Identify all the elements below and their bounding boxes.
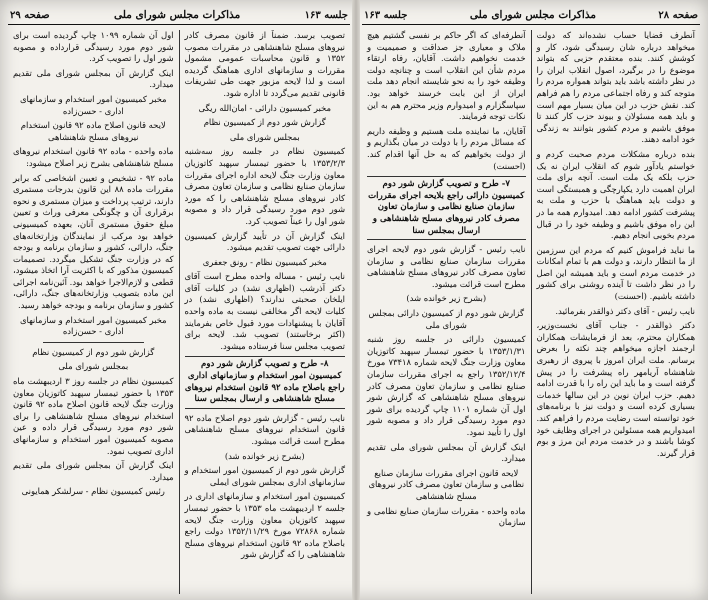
paragraph: ماده ۹۲ - تشخیص و تعیین اشخاصی که برابر مقررات ماده ۸۸ این قانون بدرجات مستمری دارند، ترتیب پرداخت و میزان مستمری و نحوه برقراری آن و چگونگی معرفی وراث و تعیین مبلغ حقوق مستمری آنان، بعهده کمیسیونی خواهد بود مرکب از نمایندگان وزارتخانه‌های جنگ، دارائی، کشور و سازمان برنامه و بودجه که در وزارت جنگ تشکیل میگردد. تصمیمات کمیسیون مذکور که با اکثریت آرا اتخاذ میشود، قطعی و لازم‌الاجرا خواهد بود. آئین‌نامه اجرائی این ماده بتصویب وزارتخانه‌های جنگ، دارائی، کشور و سازمان برنامه و بودجه خواهد رسید. [13, 172, 174, 311]
left-page-columns [8, 30, 350, 594]
centered-line: گزارش شور دوم از کمیسیون دارائی بمجلس شورای ملی [368, 308, 524, 330]
centered-line: بمجلس شورای ملی [229, 131, 300, 142]
paragraph: اول آن شماره ۱۰۹۹ چاپ گردیده است برای شور دوم مورد رسیدگی قرارداده و مصوبه شور اول را تصویب کرد. [13, 30, 174, 64]
paragraph: کمیسیون نظام در جلسه روز ۳ اردیبهشت ماه ۱۳۵۳ با حضور تیمسار سپهبد کاتوزیان معاون وزارت جنگ لایحه قانون اصلاح ماده ۹۲ قانون استخدام نیروهای مسلح شاهنشاهی را برای شور دوم مورد رسیدگی قرار داده و عین مصوبه کمیسیون امور استخدام و سازمانهای اداری تصویب نمود. [13, 376, 174, 456]
right-session: جلسه ۱۶۳ [364, 10, 408, 22]
right-page [362, 8, 700, 594]
right-page-number: صفحه ۲۸ [658, 10, 698, 22]
centered-line: گزارش شور دوم از کمیسیون نظام [32, 346, 155, 357]
book-gutter [352, 0, 360, 600]
right-page-columns [362, 30, 700, 594]
left-page-right-column [180, 30, 351, 594]
centered-line: لایحه قانون اجرای مقررات سازمان صنایع نظامی و سازمان تعاون مصرف کادر نیروهای مسلح شاهنشاهی [368, 467, 525, 501]
divider [43, 342, 144, 343]
centered-line: (بشرح زیر خوانده شد) [406, 293, 487, 304]
left-page-header [8, 8, 350, 25]
paragraph: نایب رئیس - مساله واحده مطرح است آقای دکتر آذرشب (اظهاری نشد) در کلیات آقای ایلخان صحبتی ندارند؟ (اظهاری نشد) در کلیات لایحه اگر مخالفی نیست به ماده واحده آقایان با پیشنهادات مورد قبول خاص بفرمایند (اکثر برخاستند) تصویب شد. لایحه برای تصویب مجلس سنا فرستاده میشود. [184, 271, 345, 351]
paragraph: کمیسیون امور استخدام و سازمانهای اداری در جلسه ۲ اردیبهشت ماه ۱۳۵۳ با حضور تیمسار سپهبد کاتوزیان معاون وزارت جنگ لایحه شماره ۷۲۸۶۸ مورخ ۱۳۵۲/۱۱/۲۹ دولت راجع باصلاح ماده ۹۲ قانون استخدام نیروهای مسلح شاهنشاهی را که گزارش شور [184, 491, 345, 560]
centered-line: بمجلس شورای ملی [58, 361, 129, 372]
right-page-header [362, 8, 700, 25]
centered-line: (بشرح زیر خوانده شد) [224, 450, 305, 461]
paragraph: نایب رئیس - گزارش شور دوم اصلاح ماده ۹۲ قانون استخدام نیروهای مسلح شاهنشاهی مطرح است قرائت میشود. [184, 412, 345, 446]
centered-line: مخبر کمیسیون نظام - رونق جعفری [202, 256, 327, 267]
paragraph: بنده درباره مشکلات مردم صحبت کردم و خواستم یادآور شوم که انقلاب ایران نه یک حزب بلکه یک ملت است. آنچه برای ملت ایران اهمیت دارد یکپارچگی و همبستگی است و دولت باید هماهنگ با حزب و ملت به پیشرفت کشور ادامه دهد. امیدوارم همه ما در این راه موفق باشیم و وظیفه خود را در قبال مردم بخوبی انجام دهیم. [536, 148, 695, 241]
left-page [8, 8, 350, 594]
centered-line: مخبر کمیسیون امور استخدام و سازمانهای اداری - حسن‌زاده [19, 93, 167, 116]
left-session: جلسه ۱۶۳ [304, 10, 348, 22]
paragraph: اینک گزارش آن بمجلس شورای ملی تقدیم میدارد. [367, 441, 526, 464]
section-heading: ۷- طرح و تصویب گزارش شور دوم کمیسیون دارائی راجع بلایحه اجرای مقررات سازمان صنایع نظامی و سازمان تعاون مصرف کادر نیروهای مسلح شاهنشاهی و ارسال بمجلس سنا [367, 176, 526, 240]
left-page-left-column [8, 30, 180, 594]
paragraph: ماده واحده - ماده ۹۲ قانون استخدام نیروهای مسلح شاهنشاهی بشرح زیر اصلاح میشود: [13, 146, 174, 168]
right-page-left-column [362, 30, 532, 594]
paragraph: نایب رئیس - گزارش شور دوم لایحه اجرای مقررات سازمان صنایع نظامی و سازمان تعاون مصرف کادر نیروهای مسلح شاهنشاهی مطرح است قرائت میشود. [367, 244, 526, 289]
paragraph: آنطرف قضایا حساب نشده‌اند که دولت میخواهد درباره شان رسیدگی شود، کار و کوشش کنند. بنده معتقدم حزبی که بتواند موضوع را در برگیرد، اصول انقلاب ایران را در نظر داشته باشد باید بتواند همواره مردم را متوجه کند و رفاه اجتماعی مردم را هم فراهم کند. نقش حزب در این میان بسیار مهم است و باید همه مسئولان و بیوند حزب کار کنند تا موفق باشیم و مردم کشور بتوانند به زندگی خود ادامه دهند. [536, 30, 695, 145]
left-page-number: صفحه ۲۹ [10, 10, 50, 22]
right-journal-title: مذاکرات مجلس شورای ملی [469, 9, 596, 22]
paragraph: ما نباید فراموش کنیم که مردم این سرزمین از ما انتظار دارند، و دولت هم با تمام امکانات در خدمت مردم است و باید همیشه این اصل را در نظر داشت تا آینده روشنی برای کشور داشته باشیم. (احسنت) [536, 244, 695, 302]
centered-line: مخبر کمیسیون دارائی - امان‌الله ریگی [198, 102, 331, 113]
right-page-right-column [532, 30, 701, 594]
centered-line: رئیس کمیسیون نظام - سرلشکر همایونی [21, 486, 165, 497]
paragraph: کمیسیون دارائی در جلسه روز شنبه ۱۳۵۳/۱/۳۱ با حضور تیمسار سپهبد کاتوزیان معاون وزارت جنگ لایحه شماره ۷۳۴۱۸ مورخ ۱۳۵۲/۱۲/۴ راجع به اجرای مقررات سازمان صنایع نظامی و سازمان تعاون مصرف کادر نیروهای مسلح شاهنشاهی که گزارش شور اول آن شماره ۱۱۰۱ چاپ گردیده برای شور دوم مورد رسیدگی قرار داد و مصوبه شور اول را تأیید نمود. [367, 334, 526, 437]
paragraph: اینک گزارش آن بمجلس شورای ملی تقدیم میدارد. [13, 67, 174, 90]
centered-line: گزارش شور دوم از کمیسیون نظام [203, 117, 326, 128]
paragraph: گزارش شور دوم از کمیسیون امور استخدام و سازمانهای اداری بمجلس شورای ایملی [184, 465, 345, 487]
centered-line: لایحه قانون اصلاح ماده ۹۲ قانون استخدام نیروهای مسلح شاهنشاهی [20, 120, 166, 142]
paragraph: آنطرفه‌ای که اگر حاکم بر نفسی گشتیم هیچ ملاک و معیاری جز صداقت و صمیمیت و خدمت نخواهیم داشت. آقایان، رفاه ارتقاء مردم شأن این انقلاب است و چنانچه دولت وظیفه خود را به نحو شایسته انجام دهد ملت ایران از این بابت خرسند خواهد بود. سپاسگزارم و امیدوارم وزیر محترم هم به این نکات توجه فرمایند. [367, 30, 526, 122]
left-journal-title: مذاکرات مجلس شورای ملی [114, 9, 241, 22]
paragraph: نایب رئیس - آقای دکتر ذوالقدر بفرمائید. [555, 305, 695, 316]
paragraph: آقایان، ما نماینده ملت هستیم و وظیفه داریم که مسائل مردم را با دولت در میان بگذاریم و از دولت بخواهیم که به حل آنها اقدام کند. (احسنت) [367, 125, 526, 171]
paragraph: دکتر ذوالقدر - جناب آقای نخست‌وزیر، همکاران محترم، بعد از فرمایشات همکاران ارجمند اجازه میخواهم چند نکته را بعرض برسانم. ملت ایران امروز با پیروی از رهبری شاهنشاه آریامهر راه پیشرفت را در پیش گرفته است و ما باید این راه را با قدرت ادامه دهیم. حزب ایران نوین در این سالها خدمات بسیاری کرده است و دولت نیز با برنامه‌های خود توانسته است رضایت مردم را فراهم کند. امیدواریم همه مسئولین در اجرای وظایف خود کوشا باشند و در خدمت مردم این مرز و بوم قرار گیرند. [536, 320, 695, 458]
paragraph: ماده واحده - مقررات سازمان صنایع نظامی و سازمان [367, 505, 526, 528]
centered-line: مخبر کمیسیون امور استخدام و سازمانهای اداری - حسن‌زاده [19, 314, 167, 337]
paragraph: تصویب برسد. ضمناً از قانون مصرف کادر نیروهای مسلح شاهنشاهی در مقررات مصوب ۱۳۵۲ و قانون محاسبات عمومی مشمول مقررات و سازمانهای اداری هماهنگ گردیده است و لذا لایحه مزبور جهت طی تشریفات قانونی تقدیم می‌گردد تا اداره شود. [184, 30, 345, 98]
paragraph: اینک گزارش آن بمجلس شورای ملی تقدیم میدارد. [13, 460, 174, 482]
section-heading: ۸- طرح و تصویب گزارش شور دوم کمیسیون امور استخدام و سازمانهای اداری راجع باصلاح ماده ۹۲ قانون استخدام نیروهای مسلح شاهنشاهی و ارسال بمجلس سنا [185, 356, 346, 408]
paragraph: کمیسیون نظام در جلسه روز سه‌شنبه ۱۳۵۳/۲/۳ با حضور تیمسار سپهبد کاتوزیان معاون وزارت جنگ لایحه اداره اجرای مقررات سازمان صنایع نظامی و سازمان تعاون مصرف کادر نیروهای مسلح شاهنشاهی را که مورد شور دوم مورد رسیدگی قرار داد و مصوبه شور اول را عیناً تصویب کرد. [184, 146, 345, 226]
paragraph: اینک گزارش آن در تأیید گزارش کمیسیون دارائی جهت تصویب تقدیم میشود. [184, 230, 345, 253]
